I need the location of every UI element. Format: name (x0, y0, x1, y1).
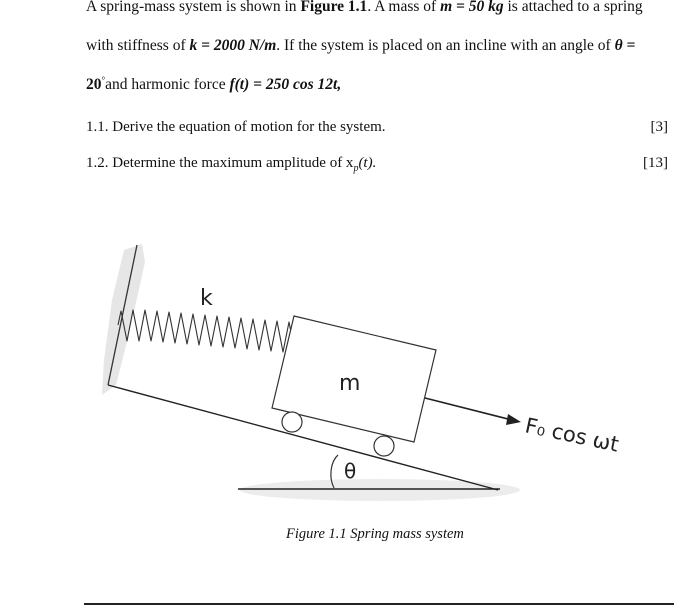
force-label: F₀ cos ωt (522, 413, 621, 457)
ground-shading (240, 479, 520, 501)
figure-reference: Figure 1.1 (300, 0, 368, 15)
text: . If the system is placed on an incline with an angle of (276, 37, 615, 54)
text: and harmonic force (105, 76, 230, 94)
text: . A mass of (367, 0, 441, 15)
wheel-right (374, 436, 394, 456)
stiffness-equation: k = 2000 N/m (189, 37, 277, 54)
spring-label: k (200, 286, 213, 311)
wall-shading (102, 244, 145, 395)
question-text: 1.1. Derive the equation of motion for the system. (86, 119, 386, 135)
spring (118, 310, 307, 353)
question-text: 1.2. Determine the maximum amplitude of x (86, 155, 354, 171)
wheel-left (282, 412, 302, 432)
figure-caption: Figure 1.1 Spring mass system (286, 526, 464, 542)
subscript: p (353, 163, 359, 174)
force-arrow-head (506, 414, 521, 425)
question-1-mark: [3] (650, 119, 668, 135)
force-equation: f(t) = 250 cos 12t, (229, 76, 342, 94)
question-tail: (t). (358, 155, 377, 171)
mass-equation: m = 50 kg (440, 0, 504, 15)
text: with stiffness of (86, 37, 190, 54)
degree-symbol: ° (101, 75, 106, 85)
force-arrow-line (425, 398, 512, 420)
angle-value: 20 (86, 76, 102, 94)
bottom-rule (84, 603, 674, 605)
mass-label: m (339, 371, 361, 396)
text: A spring-mass system is shown in (86, 0, 301, 15)
text: is attached to a spring (503, 0, 643, 15)
question-2-mark: [13] (643, 155, 668, 171)
theta-equation: θ = (614, 37, 636, 54)
angle-label: θ (344, 459, 357, 483)
